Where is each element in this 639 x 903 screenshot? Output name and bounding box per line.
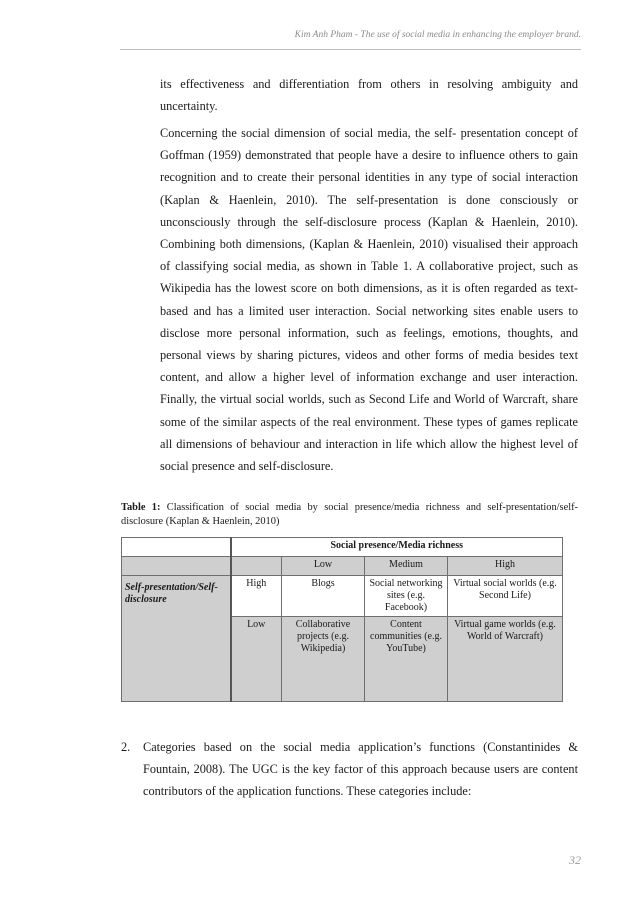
- page-number: 32: [569, 853, 581, 867]
- row-level-low: Low: [231, 617, 282, 702]
- column-header-low: Low: [282, 557, 365, 576]
- table-caption-label: Table 1:: [121, 502, 161, 513]
- table-blank-cell-level: [231, 557, 282, 576]
- table-corner-cell: [122, 538, 231, 557]
- cell-low-low: Collaborative projects (e.g. Wikipedia): [282, 617, 365, 702]
- row-level-high: High: [231, 576, 282, 617]
- paragraph-2: Concerning the social dimension of social media, the self- presentation concept of Goffman (1959) demonstrated that people have a desire to influence others to gain recognition and to create their personal identities in any type of social interaction (Kaplan & Haenlein, 2010). The self-presentation is done consciously or unconsciously through the self-disclosure process (Kaplan & Haenlein, 2010). Combining both dimensions, (Kaplan & Haenlein, 2010) visualised their approach of classifying social media, as shown in Table 1. A collaborative project, such as Wikipedia has the lowest score on both dimensions, as it is often regarded as text-based and has a limited user interaction. Social networking sites enable users to disclose more personal information, such as feelings, emotions, thoughts, and personal views by sharing pictures, videos and other forms of media besides text content, and allow a higher level of information exchange and user interaction. Finally, the virtual social worlds, such as Second Life and World of Warcraft, share some of the similar aspects of the real environment. These types of games replicate all dimensions of behaviour and interaction in life which allow the highest level of social presence and self-disclosure.: [160, 126, 578, 474]
- header-rule: [120, 49, 581, 50]
- table-header-row: [122, 538, 563, 557]
- table-blank-cell: [122, 557, 231, 576]
- table-row-high: [122, 576, 563, 617]
- column-group-header: Social presence/Media richness: [231, 538, 563, 557]
- classification-table: [121, 537, 563, 702]
- cell-low-high: Virtual game worlds (e.g. World of Warcraft): [448, 617, 563, 702]
- cell-high-high: Virtual social worlds (e.g. Second Life): [448, 576, 563, 617]
- table-caption: [121, 501, 578, 528]
- cell-high-low: Blogs: [282, 576, 365, 617]
- list-item-text: Categories based on the social media application’s functions (Constantinides & Fountain, 2008). The UGC is the key factor of this approach because users are content contributors of the application functions. These categories include:: [143, 740, 578, 799]
- row-group-header: Self-presentation/Self-disclosure: [122, 576, 231, 702]
- column-header-high: High: [448, 557, 563, 576]
- cell-high-medium: Social networking sites (e.g. Facebook): [365, 576, 448, 617]
- running-header: Kim Anh Pham - The use of social media in enhancing the employer brand.: [294, 30, 581, 40]
- paragraph-1: its effectiveness and differentiation from others in resolving ambiguity and uncertainty.: [160, 77, 578, 114]
- numbered-list-item: [121, 736, 578, 803]
- list-number: 2.: [121, 740, 131, 754]
- cell-low-medium: Content communities (e.g. YouTube): [365, 617, 448, 702]
- column-header-medium: Medium: [365, 557, 448, 576]
- table-caption-text: Classification of social media by social presence/media richness and self-presentation/self-disclosure (Kaplan & Haenlein, 2010): [121, 502, 578, 527]
- table-subheader-row: [122, 557, 563, 576]
